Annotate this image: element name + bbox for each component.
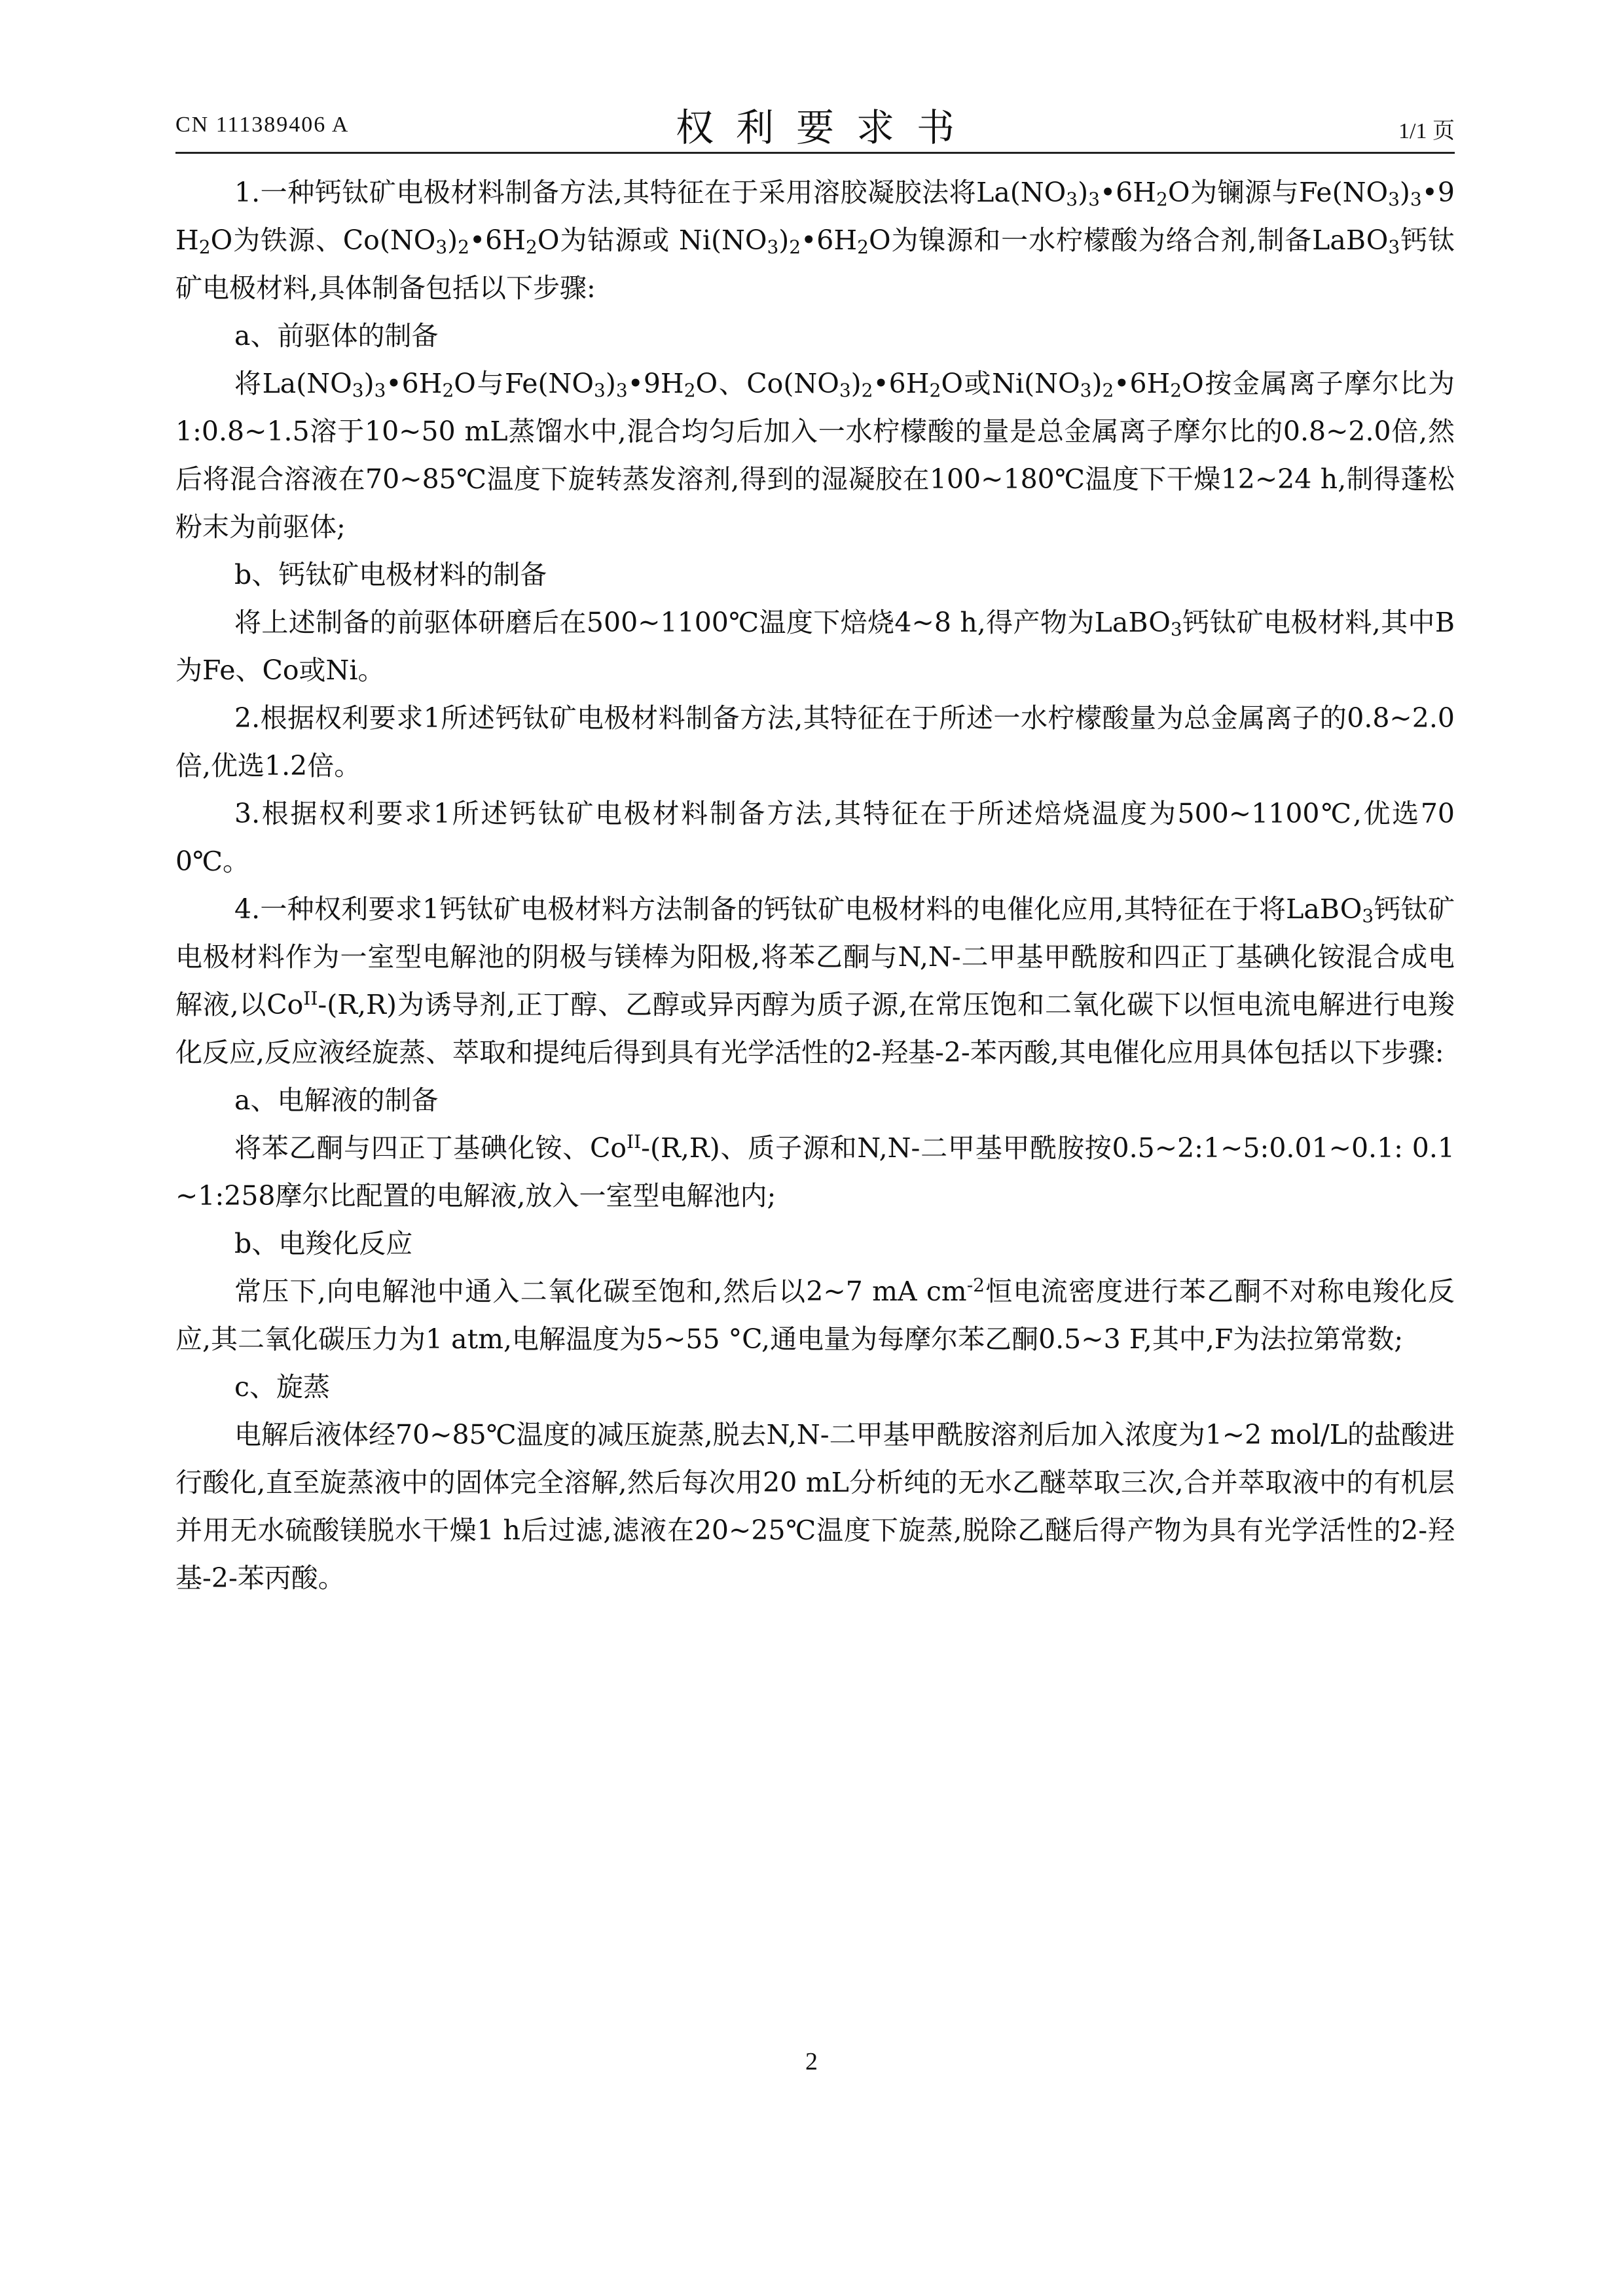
step-a-text: 将$La(NO_3)_3•6H_2O$与$Fe(NO_3)_3•9H_2O$、$Co(NO_3)_2•6H_2O$或$Ni(NO_3)_2•6H_2O$按金属离子摩尔比为1:0.8~1.5溶于10~50 mL蒸馏水中,混合均匀后加入一水柠檬酸的量是总金属离子摩尔比的0.8~2.0倍,然后将混合溶液在70~85℃温度下旋转蒸发溶剂,得到的湿凝胶在100~180℃温度下干燥12~24 h,制得蓬松粉末为前驱体; [175, 368, 1455, 543]
page-number: 2 [805, 2048, 818, 2075]
claim-3: 3.根据权利要求1所述钙钛矿电极材料制备方法,其特征在于所述焙烧温度为500~1100℃,优选700℃。 [175, 798, 1455, 877]
page-header [175, 97, 1455, 149]
carboxylation-text: 常压下,向电解池中通入二氧化碳至饱和,然后以2~7 mA $cm^{-2}$恒电流密度进行苯乙酮不对称电羧化反应,其二氧化碳压力为1 atm,电解温度为5~55 °C,通电量为每摩尔苯乙酮0.5~3 F,其中,F为法拉第常数; [175, 1274, 1455, 1355]
document-title: 权利要求书 [675, 105, 977, 150]
claim-2: 2.根据权利要求1所述钙钛矿电极材料制备方法,其特征在于所述一水柠檬酸量为总金属离子的0.8~2.0倍,优选1.2倍。 [175, 702, 1455, 781]
header-rule [175, 152, 1455, 154]
claim-1: 1.一种钙钛矿电极材料制备方法,其特征在于采用溶胶凝胶法将$La(NO_3)_3•6H_2O$为镧源与$Fe(NO_3)_3•9H_2O$为铁源、$Co(NO_3)_2•6H_2O$为钴源或 $Ni(NO_3)_2•6H_2O$为镍源和一水柠檬酸为络合剂,制备LaBO$_3$钙钛矿电极材料,具体制备包括以下步骤: [175, 177, 1455, 304]
claims-body [175, 169, 1455, 1602]
electrolyte-text: 将苯乙酮与四正丁基碘化铵、$Co^{II}-(R,R)$、质子源和N,N-二甲基甲酰胺按0.5~2:1~5:0.01~0.1: 0.1~1:258摩尔比配置的电解液,放入一室型电解池内; [175, 1131, 1455, 1211]
step-b-text: 将上述制备的前驱体研磨后在500~1100℃温度下焙烧4~8 h,得产物为LaBO$_3$钙钛矿电极材料,其中B为Fe、Co或Ni。 [175, 607, 1455, 686]
carboxylation-heading: b、电羧化反应 [234, 1228, 413, 1259]
step-a-heading: a、前驱体的制备 [234, 320, 439, 351]
claim-4: 4.一种权利要求1钙钛矿电极材料方法制备的钙钛矿电极材料的电催化应用,其特征在于将LaBO$_3$钙钛矿电极材料作为一室型电解池的阴极与镁棒为阳极,将苯乙酮与N,N-二甲基甲酰胺和四正丁基碘化铵混合成电解液,以$Co^{II}-(R,R)$为诱导剂,正丁醇、乙醇或异丙醇为质子源,在常压饱和二氧化碳下以恒电流电解进行电羧化反应,反应液经旋蒸、萃取和提纯后得到具有光学活性的2-羟基-2-苯丙酸,其电催化应用具体包括以下步骤: [175, 893, 1455, 1068]
rotary-evaporation-heading: c、旋蒸 [234, 1371, 330, 1403]
electrolyte-heading: a、电解液的制备 [234, 1085, 439, 1116]
patent-number: CN 111389406 A [175, 113, 350, 137]
rotary-evaporation-text: 电解后液体经70~85℃温度的减压旋蒸,脱去N,N-二甲基甲酰胺溶剂后加入浓度为1~2 mol/L的盐酸进行酸化,直至旋蒸液中的固体完全溶解,然后每次用20 mL分析纯的无水乙醚萃取三次,合并萃取液中的有机层并用无水硫酸镁脱水干燥1 h后过滤,滤液在20~25℃温度下旋蒸,脱除乙醚后得产物为具有光学活性的2-羟基-2-苯丙酸。 [175, 1419, 1455, 1594]
step-b-heading: b、钙钛矿电极材料的制备 [234, 559, 547, 590]
page-indicator: 1/1 页 [1398, 119, 1455, 143]
